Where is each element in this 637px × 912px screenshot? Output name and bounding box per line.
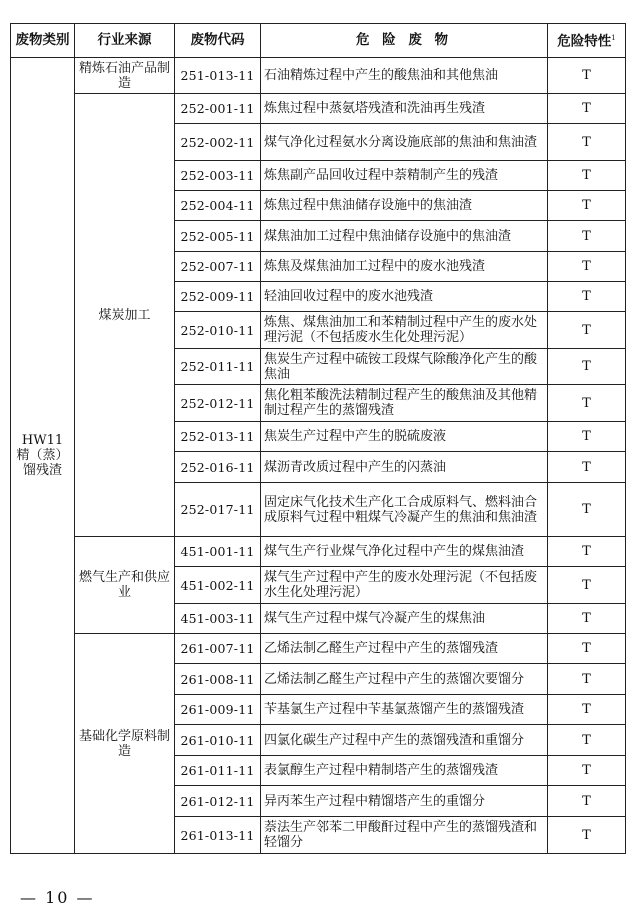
hazard-characteristic-cell: T — [548, 161, 626, 191]
hazard-characteristic-cell: T — [548, 58, 626, 94]
waste-code-cell: 451-001-11 — [175, 537, 261, 567]
table-row — [11, 94, 626, 124]
hazard-characteristic-cell: T — [548, 312, 626, 349]
hazard-characteristic-cell: T — [548, 664, 626, 695]
hazard-characteristic-cell: T — [548, 483, 626, 537]
waste-category-cell: HW11 精（蒸） 馏残渣 — [11, 58, 75, 854]
waste-code-cell: 252-003-11 — [175, 161, 261, 191]
hazard-characteristic-cell: T — [548, 567, 626, 604]
table-row — [11, 537, 626, 567]
waste-code-cell: 252-007-11 — [175, 252, 261, 282]
hazard-characteristic-cell: T — [548, 221, 626, 252]
hazard-characteristic-cell: T — [548, 349, 626, 385]
waste-description-cell: 煤气生产过程中煤气冷凝产生的煤焦油 — [261, 604, 548, 634]
hazard-characteristic-cell: T — [548, 191, 626, 221]
hazard-characteristic-cell: T — [548, 385, 626, 422]
waste-description-cell: 石油精炼过程中产生的酸焦油和其他焦油 — [261, 58, 548, 94]
waste-description-cell: 苄基氯生产过程中苄基氯蒸馏产生的蒸馏残渣 — [261, 695, 548, 725]
waste-code-cell: 252-012-11 — [175, 385, 261, 422]
waste-code-cell: 252-004-11 — [175, 191, 261, 221]
waste-description-cell: 煤气净化过程氨水分离设施底部的焦油和焦油渣 — [261, 124, 548, 161]
waste-description-cell: 固定床气化技术生产化工合成原料气、燃料油合成原料气过程中粗煤气冷凝产生的焦油和焦油渣 — [261, 483, 548, 537]
table-header-row — [11, 24, 626, 58]
industry-source-cell: 基础化学原料制造 — [75, 634, 175, 854]
waste-code-cell: 261-012-11 — [175, 786, 261, 817]
waste-description-cell: 炼焦、煤焦油加工和苯精制过程中产生的废水处理污泥（不包括废水生化处理污泥） — [261, 312, 548, 349]
waste-code-cell: 252-016-11 — [175, 452, 261, 483]
waste-description-cell: 乙烯法制乙醛生产过程中产生的蒸馏残渣 — [261, 634, 548, 664]
table-row — [11, 58, 626, 94]
hazard-characteristic-cell: T — [548, 725, 626, 756]
waste-code-cell: 252-001-11 — [175, 94, 261, 124]
waste-description-cell: 轻油回收过程中的废水池残渣 — [261, 282, 548, 312]
industry-source-cell: 燃气生产和供应业 — [75, 537, 175, 634]
table-row — [11, 634, 626, 664]
waste-description-cell: 煤气生产过程中产生的废水处理污泥（不包括废水生化处理污泥） — [261, 567, 548, 604]
header-category: 废物类别 — [11, 24, 75, 58]
waste-description-cell: 焦炭生产过程中产生的脱硫废液 — [261, 422, 548, 452]
hazard-characteristic-cell: T — [548, 817, 626, 854]
hazardous-waste-table — [10, 23, 626, 854]
waste-description-cell: 炼焦过程中焦油储存设施中的焦油渣 — [261, 191, 548, 221]
waste-code-cell: 261-008-11 — [175, 664, 261, 695]
waste-description-cell: 炼焦副产品回收过程中萘精制产生的残渣 — [261, 161, 548, 191]
hazard-characteristic-cell: T — [548, 756, 626, 786]
industry-source-cell: 精炼石油产品制造 — [75, 58, 175, 94]
waste-code-cell: 451-002-11 — [175, 567, 261, 604]
waste-description-cell: 四氯化碳生产过程中产生的蒸馏残渣和重馏分 — [261, 725, 548, 756]
waste-code-cell: 252-013-11 — [175, 422, 261, 452]
waste-description-cell: 炼焦及煤焦油加工过程中的废水池残渣 — [261, 252, 548, 282]
hazard-characteristic-cell: T — [548, 124, 626, 161]
header-hazard: 危险特性$^1$ — [548, 24, 626, 58]
waste-description-cell: 煤沥青改质过程中产生的闪蒸油 — [261, 452, 548, 483]
hazard-characteristic-cell: T — [548, 94, 626, 124]
waste-description-cell: 萘法生产邻苯二甲酸酐过程中产生的蒸馏残渣和轻馏分 — [261, 817, 548, 854]
hazard-characteristic-cell: T — [548, 452, 626, 483]
industry-source-cell: 煤炭加工 — [75, 94, 175, 537]
waste-code-cell: 252-009-11 — [175, 282, 261, 312]
hazard-characteristic-cell: T — [548, 252, 626, 282]
hazard-characteristic-cell: T — [548, 282, 626, 312]
waste-description-cell: 煤焦油加工过程中焦油储存设施中的焦油渣 — [261, 221, 548, 252]
hazard-characteristic-cell: T — [548, 604, 626, 634]
header-industry: 行业来源 — [75, 24, 175, 58]
waste-code-cell: 261-009-11 — [175, 695, 261, 725]
waste-description-cell: 焦炭生产过程中硫铵工段煤气除酸净化产生的酸焦油 — [261, 349, 548, 385]
table-body — [11, 58, 626, 854]
waste-code-cell: 252-011-11 — [175, 349, 261, 385]
waste-code-cell: 261-011-11 — [175, 756, 261, 786]
hazard-characteristic-cell: T — [548, 422, 626, 452]
waste-description-cell: 焦化粗苯酸洗法精制过程产生的酸焦油及其他精制过程产生的蒸馏残渣 — [261, 385, 548, 422]
waste-code-cell: 451-003-11 — [175, 604, 261, 634]
waste-code-cell: 252-017-11 — [175, 483, 261, 537]
waste-code-cell: 261-010-11 — [175, 725, 261, 756]
waste-code-cell: 252-005-11 — [175, 221, 261, 252]
waste-description-cell: 异丙苯生产过程中精馏塔产生的重馏分 — [261, 786, 548, 817]
waste-code-cell: 251-013-11 — [175, 58, 261, 94]
hazard-characteristic-cell: T — [548, 695, 626, 725]
hazard-characteristic-cell: T — [548, 786, 626, 817]
hazard-characteristic-cell: T — [548, 537, 626, 567]
waste-description-cell: 炼焦过程中蒸氨塔残渣和洗油再生残渣 — [261, 94, 548, 124]
header-code: 废物代码 — [175, 24, 261, 58]
hazard-characteristic-cell: T — [548, 634, 626, 664]
header-waste: 危 险 废 物 — [261, 24, 548, 58]
waste-code-cell: 252-002-11 — [175, 124, 261, 161]
hazard-footnote-mark: 1 — [611, 34, 616, 43]
waste-code-cell: 261-007-11 — [175, 634, 261, 664]
page-number: — 10 — — [20, 888, 95, 907]
waste-description-cell: 煤气生产行业煤气净化过程中产生的煤焦油渣 — [261, 537, 548, 567]
waste-code-cell: 261-013-11 — [175, 817, 261, 854]
waste-code-cell: 252-010-11 — [175, 312, 261, 349]
waste-description-cell: 乙烯法制乙醛生产过程中产生的蒸馏次要馏分 — [261, 664, 548, 695]
waste-description-cell: 表氯醇生产过程中精制塔产生的蒸馏残渣 — [261, 756, 548, 786]
